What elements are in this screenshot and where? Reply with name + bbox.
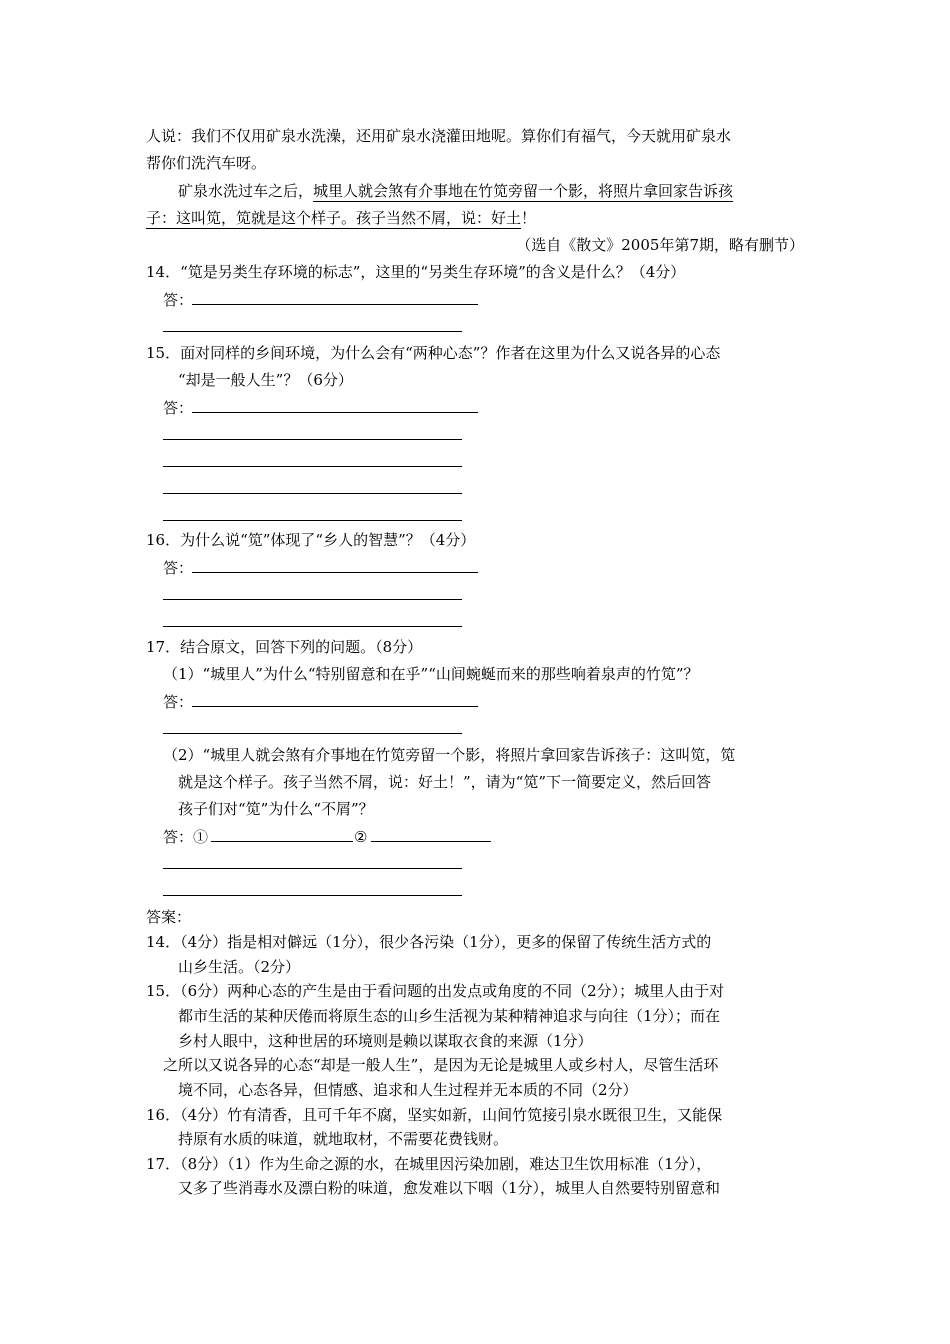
answer-15-cont: 乡村人眼中，这种世居的环境则是赖以谋取衣食的来源（1分） xyxy=(178,1032,593,1050)
answer-label: 答： xyxy=(163,291,194,309)
answer-line[interactable] xyxy=(163,331,462,332)
answer-line[interactable] xyxy=(163,493,462,494)
passage-text: ！ xyxy=(521,209,537,227)
question-16: 16．为什么说“笕”体现了“乡人的智慧”？（4分） xyxy=(146,531,476,549)
passage-line xyxy=(178,181,733,201)
answer-17-cont: 又多了些消毒水及漂白粉的味道，愈发难以下咽（1分），城里人自然要特别留意和 xyxy=(178,1179,721,1197)
answer-label: 答： xyxy=(163,559,194,577)
passage-text: 矿泉水洗过车之后， xyxy=(178,182,314,200)
answer-label: 答：① xyxy=(163,828,209,846)
answer-15-cont: 都市生活的某种厌倦而将原生态的山乡生活视为某种精神追求与向往（1分）；而在 xyxy=(178,1007,721,1025)
question-17-1: （1）“城里人”为什么“特别留意和在乎”“山间蜿蜒而来的那些响着泉声的竹笕”？ xyxy=(163,665,699,683)
answer-15-cont: 境不同，心态各异，但情感、追求和人生过程并无本质的不同（2分） xyxy=(178,1081,638,1099)
answer-line[interactable] xyxy=(163,733,462,734)
answer-line[interactable] xyxy=(163,626,462,627)
passage-line: 帮你们洗汽车呀。 xyxy=(146,154,267,172)
question-17: 17．结合原文，回答下列的问题。（8分） xyxy=(146,638,423,656)
answer-14-cont: 山乡生活。（2分） xyxy=(178,958,301,976)
question-17-2-cont: 孩子们对“笕”为什么“不屑”？ xyxy=(178,800,374,818)
question-17-2-cont: 就是这个样子。孩子当然不屑，说：好土！”，请为“笕”下一简要定义，然后回答 xyxy=(178,773,712,791)
underlined-text: 城里人就会煞有介事地在竹笕旁留一个影，将照片拿回家告诉孩 xyxy=(313,182,734,200)
passage-line: 人说：我们不仅用矿泉水洗澡，还用矿泉水浇灌田地呢。算你们有福气，今天就用矿泉水 xyxy=(146,127,732,145)
underlined-text: 子：这叫笕，笕就是这个样子。孩子当然不屑，说：好土 xyxy=(146,209,522,227)
question-14: 14．“笕是另类生存环境的标志”，这里的“另类生存环境”的含义是什么？（4分） xyxy=(146,263,686,281)
answer-14: 14．（4分）指是相对僻远（1分），很少各污染（1分），更多的保留了传统生活方式的 xyxy=(146,933,712,951)
question-15-cont: “却是一般人生”？（6分） xyxy=(178,371,353,389)
answer-line[interactable] xyxy=(192,572,478,573)
answer-line[interactable] xyxy=(163,895,462,896)
answer-15: 15．（6分）两种心态的产生是由于看问题的出发点或角度的不同（2分）；城里人由于对 xyxy=(146,982,725,1000)
answer-16: 16．（4分）竹有清香，且可千年不腐，坚实如新，山间竹笕接引泉水既很卫生，又能保 xyxy=(146,1106,723,1124)
source-citation: （选自《散文》2005年第7期，略有删节） xyxy=(516,236,804,254)
answer-line[interactable] xyxy=(371,841,491,842)
answer-line[interactable] xyxy=(163,520,462,521)
circled-number: ② xyxy=(354,828,368,846)
passage-line xyxy=(146,208,536,228)
answer-label: 答： xyxy=(163,693,194,711)
answer-line[interactable] xyxy=(192,706,478,707)
answer-line[interactable] xyxy=(163,868,462,869)
question-17-2: （2）“城里人就会煞有介事地在竹笕旁留一个影，将照片拿回家告诉孩子：这叫笕，笕 xyxy=(163,746,736,764)
answer-line[interactable] xyxy=(163,439,462,440)
answer-line[interactable] xyxy=(192,304,478,305)
question-15: 15．面对同样的乡间环境，为什么会有“两种心态”？作者在这里为什么又说各异的心态 xyxy=(146,344,721,362)
answer-line[interactable] xyxy=(163,466,462,467)
answer-line[interactable] xyxy=(192,412,478,413)
answer-label: 答： xyxy=(163,399,194,417)
answer-line[interactable] xyxy=(163,599,462,600)
answer-17: 17．（8分）（1）作为生命之源的水，在城里因污染加剧，难达卫生饮用标准（1分）， xyxy=(146,1155,712,1173)
answer-16-cont: 持原有水质的味道，就地取材，不需要花费钱财。 xyxy=(178,1130,509,1148)
answer-15-cont: 之所以又说各异的心态“却是一般人生”，是因为无论是城里人或乡村人，尽管生活环 xyxy=(163,1056,719,1074)
answers-heading: 答案： xyxy=(146,908,192,926)
answer-line[interactable] xyxy=(211,841,353,842)
